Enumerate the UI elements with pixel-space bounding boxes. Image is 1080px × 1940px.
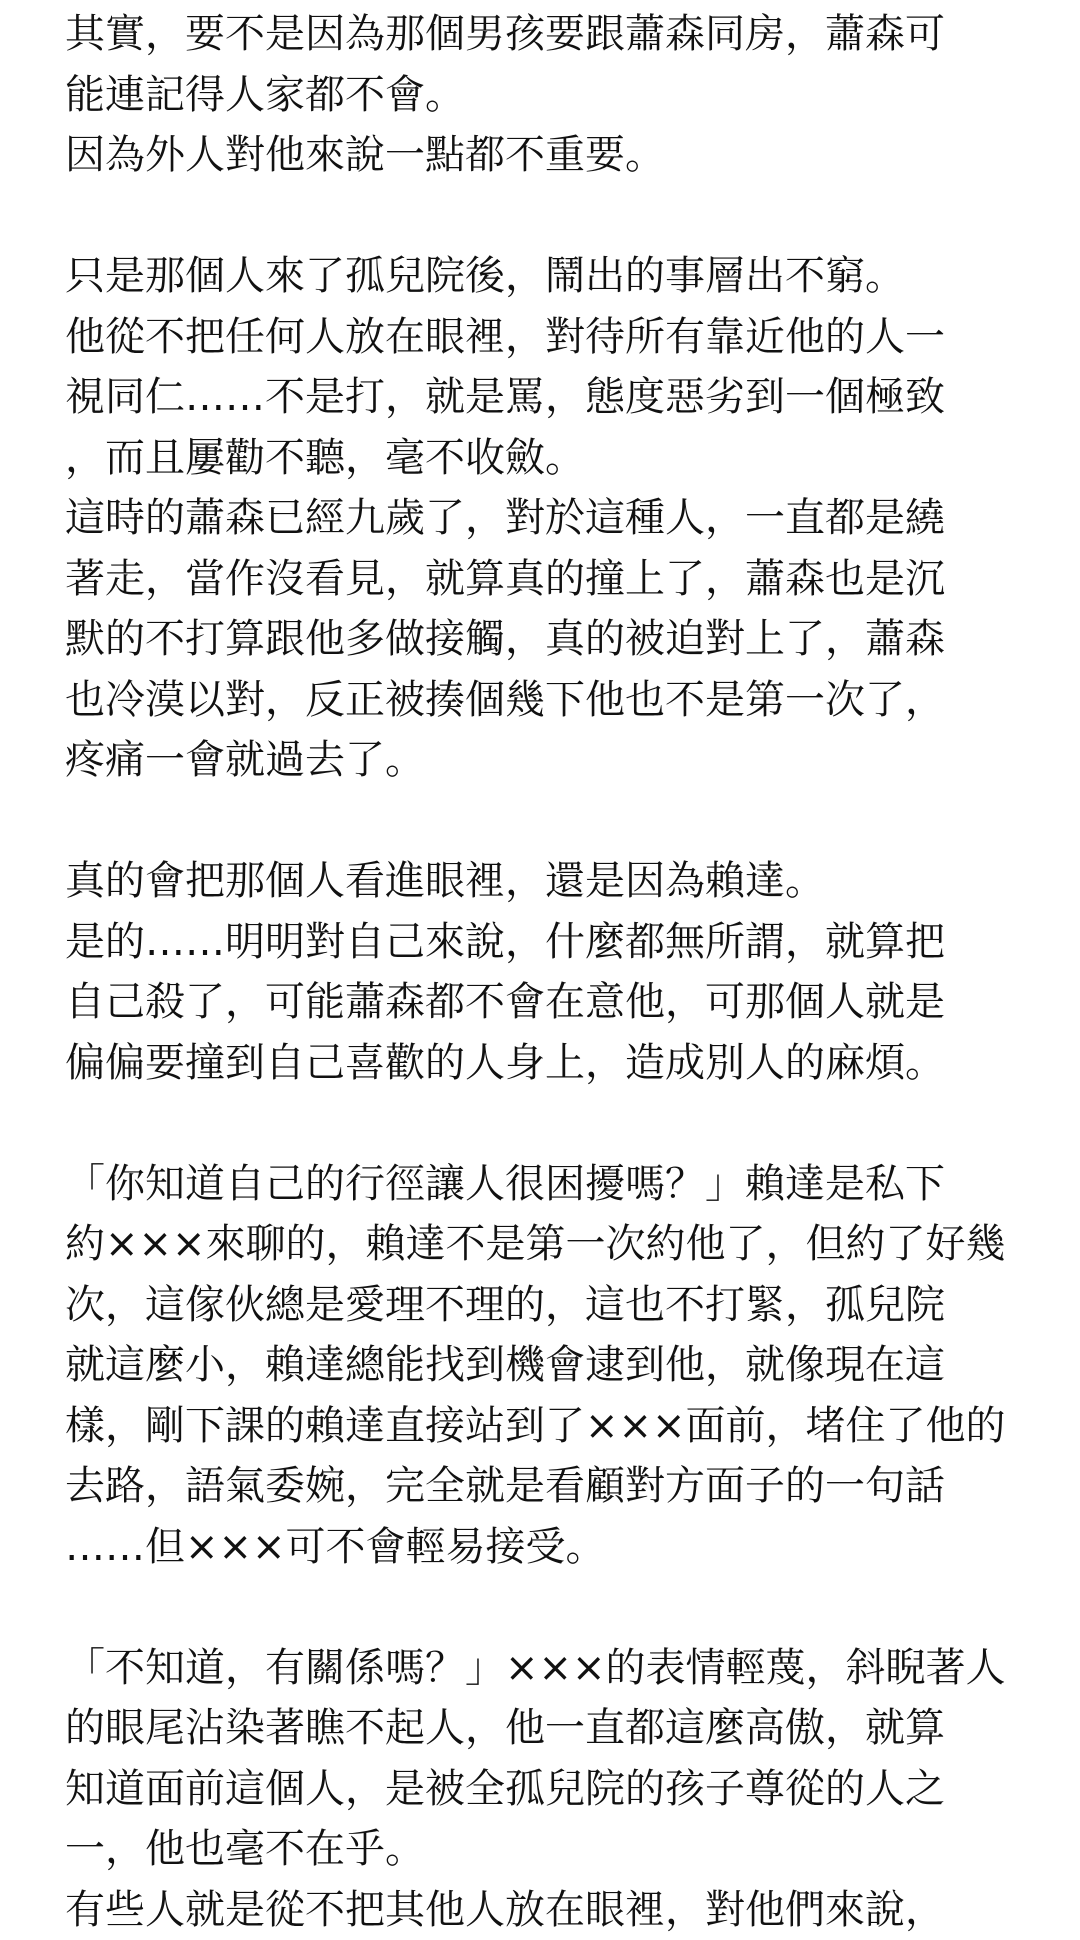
text-line-21: 約×××來聊的，賴達不是第一次約他了，但約了好幾 <box>65 1214 1040 1275</box>
text-line-6: 他從不把任何人放在眼裡，對待所有靠近他的人一 <box>65 307 1040 368</box>
text-line-15: 真的會把那個人看進眼裡，還是因為賴達。 <box>65 851 1040 912</box>
text-line-12: 也冷漠以對，反正被揍個幾下他也不是第一次了， <box>65 670 1040 731</box>
text-line-18: 偏偏要撞到自己喜歡的人身上，造成別人的麻煩。 <box>65 1033 1040 1094</box>
text-line-30: 知道面前這個人，是被全孤兒院的孩子尊從的人之 <box>65 1759 1040 1820</box>
paragraph-gap <box>65 186 1040 247</box>
text-line-13: 疼痛一會就過去了。 <box>65 730 1040 791</box>
text-line-22: 次，這傢伙總是愛理不理的，這也不打緊，孤兒院 <box>65 1275 1040 1336</box>
text-line-16: 是的……明明對自己來說，什麼都無所謂，就算把 <box>65 912 1040 973</box>
paragraph-gap <box>65 791 1040 852</box>
text-line-9: 這時的蕭森已經九歲了，對於這種人，一直都是繞 <box>65 488 1040 549</box>
text-line-2: 能連記得人家都不會。 <box>65 65 1040 126</box>
text-line-25: 去路，語氣委婉，完全就是看顧對方面子的一句話 <box>65 1456 1040 1517</box>
text-line-8: ，而且屢勸不聽，毫不收斂。 <box>65 428 1040 489</box>
text-line-17: 自己殺了，可能蕭森都不會在意他，可那個人就是 <box>65 972 1040 1033</box>
text-line-20: 「你知道自己的行徑讓人很困擾嗎？」賴達是私下 <box>65 1154 1040 1215</box>
text-line-11: 默的不打算跟他多做接觸，真的被迫對上了，蕭森 <box>65 609 1040 670</box>
paragraph-gap <box>65 1093 1040 1154</box>
text-line-7: 視同仁……不是打，就是罵，態度惡劣到一個極致 <box>65 367 1040 428</box>
text-line-26: ……但×××可不會輕易接受。 <box>65 1517 1040 1578</box>
text-line-31: 一，他也毫不在乎。 <box>65 1819 1040 1880</box>
text-line-5: 只是那個人來了孤兒院後，鬧出的事層出不窮。 <box>65 246 1040 307</box>
text-line-3: 因為外人對他來說一點都不重要。 <box>65 125 1040 186</box>
paragraph-gap <box>65 1577 1040 1638</box>
text-line-29: 的眼尾沾染著瞧不起人，他一直都這麼高傲，就算 <box>65 1698 1040 1759</box>
text-line-32: 有些人就是從不把其他人放在眼裡，對他們來說， <box>65 1880 1040 1940</box>
text-line-10: 著走，當作沒看見，就算真的撞上了，蕭森也是沉 <box>65 549 1040 610</box>
text-line-28: 「不知道，有關係嗎？」×××的表情輕蔑，斜睨著人 <box>65 1638 1040 1699</box>
text-line-23: 就這麼小，賴達總能找到機會逮到他，就像現在這 <box>65 1335 1040 1396</box>
text-line-24: 樣，剛下課的賴達直接站到了×××面前，堵住了他的 <box>65 1396 1040 1457</box>
text-line-1: 其實，要不是因為那個男孩要跟蕭森同房，蕭森可 <box>65 4 1040 65</box>
